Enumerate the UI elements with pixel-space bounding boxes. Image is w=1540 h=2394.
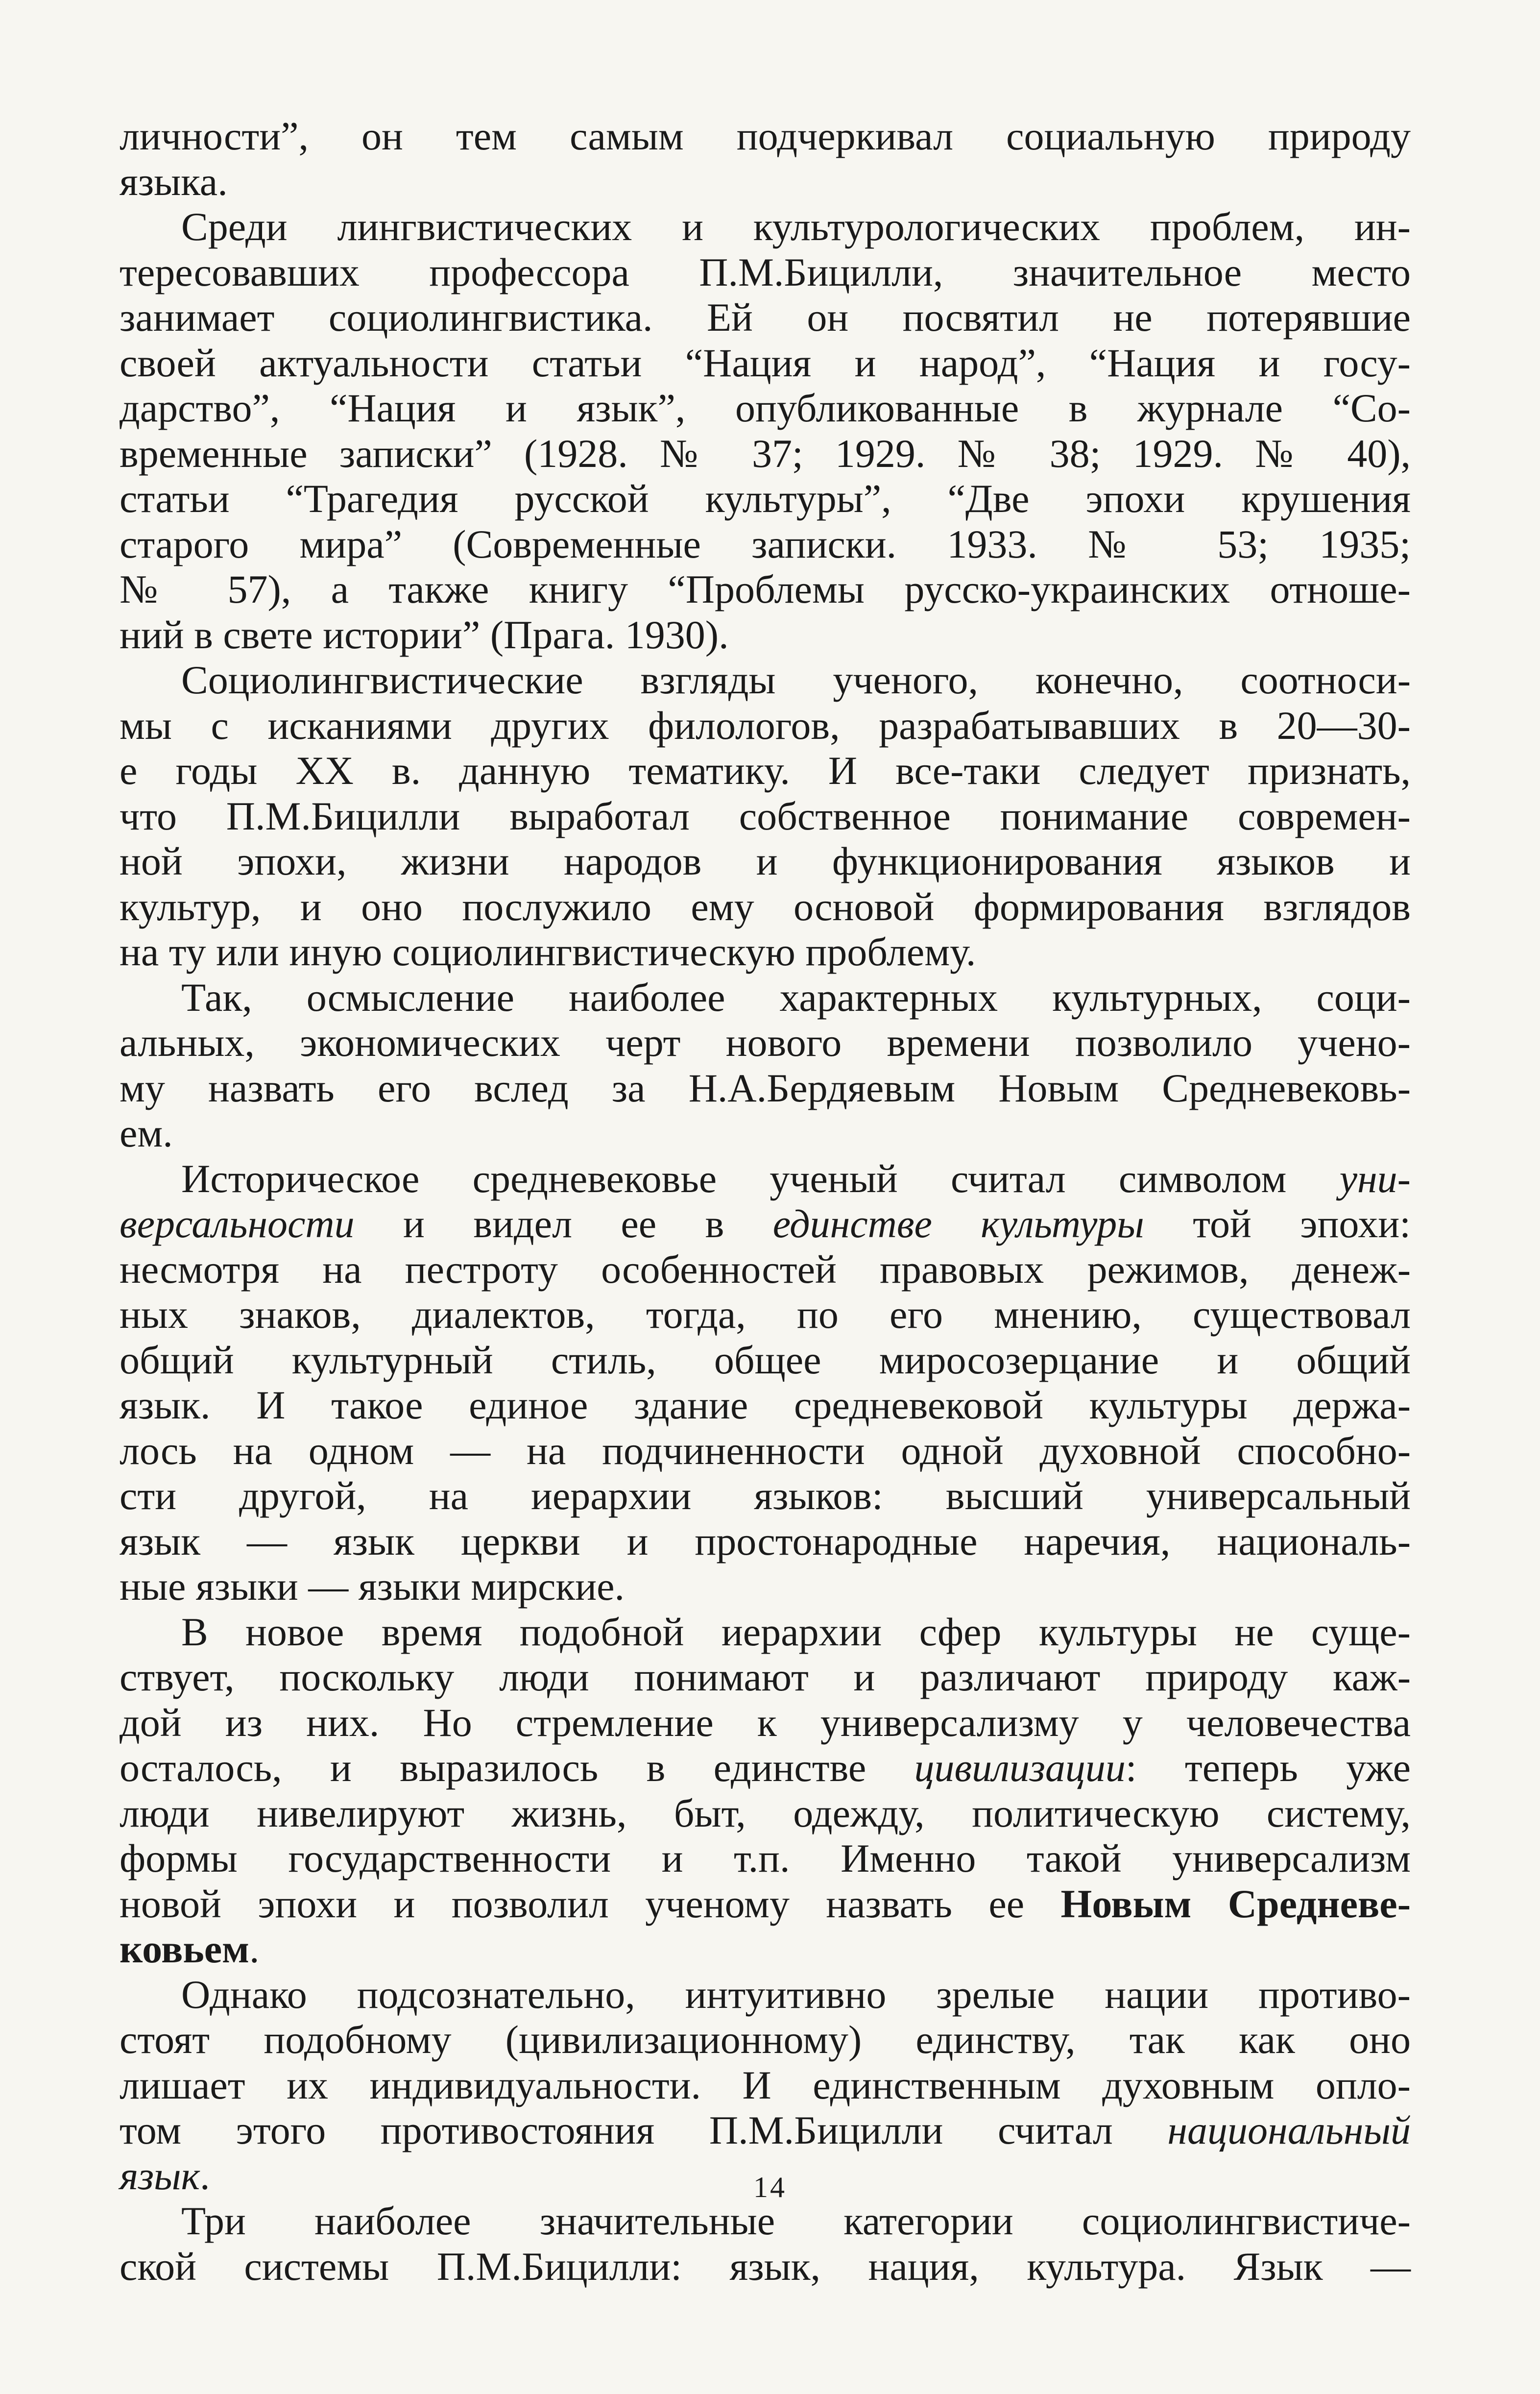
text-line (120, 839, 1411, 884)
text-run: : теперь уже (1125, 1745, 1411, 1790)
text-run: е годы XX в. данную тематику. И все-таки следует признать, (120, 748, 1411, 793)
text-run: на ту или иную социолингвистическую проблему. (120, 929, 976, 974)
bold-text: ковьем (120, 1927, 250, 1971)
text-run: новой эпохи и позволил ученому назвать ее (120, 1881, 1061, 1926)
text-run: личности”, он тем самым подчеркивал социальную природу (120, 114, 1411, 158)
text-line (120, 476, 1411, 522)
text-line (120, 2063, 1411, 2108)
text-run: лишает их индивидуальности. И единственным духовным опло- (120, 2062, 1411, 2107)
text-line (120, 1700, 1411, 1746)
paragraph (120, 1610, 1411, 1972)
text-run: альных, экономических черт нового времени позволило учено- (120, 1020, 1411, 1065)
italic-text: уни- (1339, 1156, 1411, 1201)
text-run: статьи “Трагедия русской культуры”, “Две эпохи крушения (120, 476, 1411, 521)
text-run: мы с исканиями других филологов, разрабатывавших в 20—30- (120, 703, 1411, 748)
text-line (120, 1292, 1411, 1338)
text-run: дарство”, “Нация и язык”, опубликованные в журнале “Со- (120, 386, 1411, 430)
text-run: осталось, и выразилось в единстве (120, 1745, 914, 1790)
italic-text: цивилизации (914, 1745, 1126, 1790)
text-run: старого мира” (Современные записки. 1933. № 53; 1935; (120, 521, 1411, 566)
text-run: Так, осмысление наиболее характерных культурных, соци- (181, 975, 1411, 1020)
text-line (120, 1473, 1411, 1519)
text-run: дой из них. Но стремление к универсализму у человечества (120, 1700, 1411, 1745)
text-run: общий культурный стиль, общее миросозерцание и общий (120, 1337, 1411, 1382)
paragraph (120, 1156, 1411, 1610)
text-run: ной эпохи, жизни народов и функционирования языков и (120, 839, 1411, 883)
text-run: что П.М.Бицилли выработал собственное понимание современ- (120, 793, 1411, 838)
text-line (120, 1201, 1411, 1247)
text-run: формы государственности и т.п. Именно такой универсализм (120, 1836, 1411, 1881)
text-line (120, 2199, 1411, 2244)
page-body (120, 114, 1411, 2289)
paragraph (120, 658, 1411, 975)
text-line (120, 1972, 1411, 2018)
text-line (120, 1791, 1411, 1836)
text-line (120, 1428, 1411, 1474)
text-line (120, 1655, 1411, 1700)
text-line (120, 2017, 1411, 2063)
text-run: Среди лингвистических и культурологических проблем, ин- (181, 204, 1411, 249)
paragraph (120, 2199, 1411, 2289)
text-run: . (249, 1927, 260, 1971)
text-line (120, 431, 1411, 477)
text-line (120, 1338, 1411, 1383)
text-line (120, 522, 1411, 567)
text-line (120, 295, 1411, 341)
text-run: тересовавших профессора П.М.Бицилли, значительное место (120, 249, 1411, 294)
text-run: своей актуальности статьи “Нация и народ”, “Нация и госу- (120, 340, 1411, 385)
italic-text: единстве культуры (772, 1201, 1144, 1246)
text-run: ствует, поскольку люди понимают и различают природу каж- (120, 1655, 1411, 1699)
text-run: той эпохи: (1144, 1201, 1411, 1246)
text-line (120, 1066, 1411, 1111)
text-line (120, 703, 1411, 749)
text-run: Три наиболее значительные категории социолингвистиче- (181, 2199, 1411, 2243)
text-run: и видел ее в (354, 1201, 773, 1246)
text-run: язык — язык церкви и простонародные наречия, националь- (120, 1518, 1411, 1563)
paragraph (120, 975, 1411, 1156)
text-run: культур, и оно послужило ему основой формирования взглядов (120, 884, 1411, 929)
text-line (120, 1745, 1411, 1791)
text-run: Однако подсознательно, интуитивно зрелые нации противо- (181, 1972, 1411, 2017)
text-run: люди нивелируют жизнь, быт, одежду, политическую систему, (120, 1790, 1411, 1835)
text-run: язык. И такое единое здание средневековой культуры держа- (120, 1383, 1411, 1427)
italic-text: язык (120, 2153, 200, 2198)
text-line (120, 2244, 1411, 2290)
text-run: ные языки — языки мирские. (120, 1564, 625, 1609)
text-run: несмотря на пестроту особенностей правовых режимов, денеж- (120, 1246, 1411, 1292)
text-run: Историческое средневековье ученый считал символом (181, 1156, 1340, 1201)
text-run: В новое время подобной иерархии сфер культуры не суще- (181, 1609, 1411, 1654)
text-line (120, 1610, 1411, 1655)
text-line (120, 794, 1411, 839)
text-line (120, 1156, 1411, 1202)
text-run: му назвать его вслед за Н.А.Бердяевым Новым Средневековь- (120, 1065, 1411, 1110)
paragraph (120, 204, 1411, 658)
text-run: языка. (120, 159, 228, 204)
text-line (120, 204, 1411, 250)
text-line (120, 1247, 1411, 1293)
text-run: . (200, 2153, 210, 2198)
text-line (120, 1383, 1411, 1428)
text-run: лось на одном — на подчиненности одной духовной способно- (120, 1428, 1411, 1473)
italic-text: версальности (120, 1201, 355, 1246)
text-line (120, 975, 1411, 1021)
text-line (120, 1519, 1411, 1564)
text-line (120, 612, 1411, 658)
text-line (120, 567, 1411, 612)
text-line (120, 2108, 1411, 2153)
text-line (120, 341, 1411, 386)
text-line (120, 1927, 1411, 1972)
text-line (120, 159, 1411, 205)
bold-text: Новым Средневе- (1060, 1881, 1411, 1926)
text-run: № 57), а также книгу “Проблемы русско-украинских отноше- (120, 567, 1411, 611)
text-line (120, 1881, 1411, 1927)
text-run: временные записки” (1928. № 37; 1929. № 38; 1929. № 40), (120, 431, 1411, 476)
text-line (120, 386, 1411, 431)
text-line (120, 1836, 1411, 1881)
italic-text: национальный (1167, 2108, 1411, 2152)
paragraph (120, 114, 1411, 204)
text-line (120, 114, 1411, 159)
text-run: ний в свете истории” (Прага. 1930). (120, 612, 729, 657)
paragraph (120, 1972, 1411, 2199)
text-run: том этого противостояния П.М.Бицилли считал (120, 2108, 1168, 2152)
text-line (120, 748, 1411, 794)
text-run: ных знаков, диалектов, тогда, по его мнению, существовал (120, 1292, 1411, 1337)
text-line (120, 658, 1411, 703)
text-run: ем. (120, 1111, 173, 1155)
text-run: Социолингвистические взгляды ученого, конечно, соотноси- (181, 658, 1411, 702)
text-line (120, 1111, 1411, 1156)
text-line (120, 250, 1411, 295)
text-line (120, 884, 1411, 930)
text-line (120, 1564, 1411, 1610)
text-run: занимает социолингвистика. Ей он посвятил не потерявшие (120, 295, 1411, 340)
text-run: стоят подобному (цивилизационному) единству, так как оно (120, 2017, 1411, 2062)
text-run: ской системы П.М.Бицилли: язык, нация, культура. Язык — (120, 2244, 1411, 2289)
page-number: 14 (753, 2171, 787, 2203)
text-line (120, 929, 1411, 975)
text-run: сти другой, на иерархии языков: высший универсальный (120, 1473, 1411, 1518)
text-line (120, 1020, 1411, 1066)
